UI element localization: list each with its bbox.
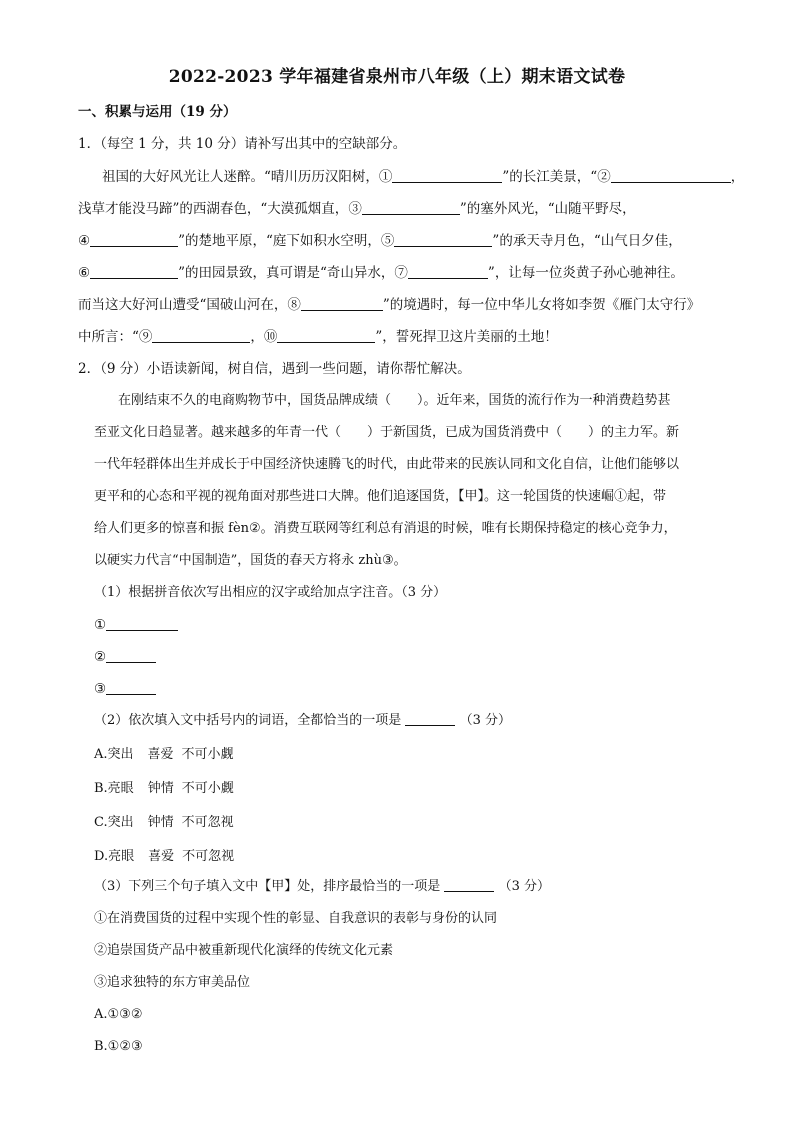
option-text: 不可忽视 bbox=[181, 815, 234, 830]
text: ， bbox=[250, 329, 264, 345]
option-text: 钟情 bbox=[147, 815, 174, 830]
sentence-item: ②追崇国货产品中被重新现代化演绎的传统文化元素 bbox=[94, 943, 394, 958]
sentence-item: ③追求独特的东方审美品位 bbox=[94, 975, 251, 990]
blank-label-5: ⑤ bbox=[380, 233, 395, 249]
question-1-line-2 bbox=[78, 200, 636, 218]
blank-label-6: ⑥ bbox=[78, 265, 91, 281]
question-text: （2）依次填入文中括号内的词语，全都恰当的一项是 bbox=[94, 713, 402, 728]
text: ”的长江美景，“ bbox=[502, 169, 598, 185]
news-paragraph-line: 更平和的心态和平视的视角面对那些进口大牌。他们追逐国货，【甲】。这一轮国货的快速崛①起，带 bbox=[94, 489, 667, 504]
news-paragraph-line: 给人们更多的惊喜和振 fèn②。消费互联网等红利总有消退的时候，唯有长期保持稳定的核心竞争力， bbox=[94, 521, 677, 536]
answer-item-1 bbox=[94, 616, 178, 634]
item-marker: ① bbox=[94, 617, 107, 633]
answer-item-2 bbox=[94, 648, 156, 666]
text: ”的楚地平原，“庭下如积水空明， bbox=[178, 233, 381, 249]
blank-label-7: ⑦ bbox=[394, 265, 408, 281]
choice-option-a[interactable]: A.①③② bbox=[94, 1007, 143, 1022]
answer-blank-choice[interactable] bbox=[405, 712, 455, 726]
text: ”的田园景致，真可谓是“奇山异水， bbox=[178, 265, 395, 281]
fill-blank-2[interactable] bbox=[611, 169, 731, 183]
choice-option-c[interactable] bbox=[94, 814, 234, 832]
blank-label-8: ⑧ bbox=[287, 297, 301, 313]
question-1-line-1 bbox=[102, 168, 744, 186]
blank-label-1: ① bbox=[378, 169, 393, 185]
option-text: 不可小觑 bbox=[181, 781, 234, 796]
question-1-line-5 bbox=[78, 296, 700, 314]
text: ”的境遇时，每一位中华儿女将如李贺《雁门太守行》 bbox=[382, 297, 701, 313]
sub-question-1: （1）根据拼音依次写出相应的汉字或给加点字注音。（3 分） bbox=[94, 585, 447, 600]
choice-option-b[interactable]: B.①②③ bbox=[94, 1039, 143, 1054]
option-text: 钟情 bbox=[147, 781, 174, 796]
answer-blank-1[interactable] bbox=[106, 617, 178, 631]
news-paragraph-line: 一代年轻群体出生并成长于中国经济快速腾飞的时代，由此带来的民族认同和文化自信，让他们能够以 bbox=[94, 457, 680, 472]
news-paragraph-line: 在刚结束不久的电商购物节中，国货品牌成绩（ ）。近年来，国货的流行作为一种消费趋势甚 bbox=[118, 393, 671, 408]
fill-blank-1[interactable] bbox=[392, 169, 502, 183]
fill-blank-4[interactable] bbox=[90, 233, 178, 247]
item-marker: ③ bbox=[94, 681, 107, 697]
option-text: B.亮眼 bbox=[94, 781, 134, 796]
text: ”，誓死捍卫这片美丽的土地！ bbox=[375, 329, 558, 345]
text: 中所言：“ bbox=[78, 329, 139, 345]
fill-blank-5[interactable] bbox=[394, 233, 492, 247]
fill-blank-6[interactable] bbox=[90, 265, 178, 279]
blank-label-4: ④ bbox=[78, 233, 91, 249]
blank-label-10: ⑩ bbox=[263, 329, 278, 345]
fill-blank-8[interactable] bbox=[301, 297, 383, 311]
fill-blank-9[interactable] bbox=[152, 329, 250, 343]
blank-label-9: ⑨ bbox=[138, 329, 153, 345]
news-paragraph-line: 至亚文化日趋显著。越来越多的年青一代（ ）于新国货，已成为国货消费中（ ）的主力军。新 bbox=[94, 425, 680, 440]
text: 浅草才能没马蹄”的西湖春色，“大漠孤烟直， bbox=[78, 201, 349, 217]
answer-item-3 bbox=[94, 680, 156, 698]
fill-blank-3[interactable] bbox=[362, 201, 460, 215]
option-text: A.突出 bbox=[94, 747, 134, 762]
answer-blank-3[interactable] bbox=[106, 681, 156, 695]
sub-question-2 bbox=[94, 712, 511, 730]
choice-option-d[interactable] bbox=[94, 848, 234, 866]
text: 祖国的大好风光让人迷醉。“晴川历历汉阳树， bbox=[102, 169, 379, 185]
question-1-line-6 bbox=[78, 328, 558, 346]
section-heading: 一、积累与运用（19 分） bbox=[78, 104, 237, 120]
text: ， bbox=[730, 169, 745, 185]
item-marker: ② bbox=[94, 649, 107, 665]
answer-blank-2[interactable] bbox=[106, 649, 156, 663]
question-1-line-4 bbox=[78, 264, 684, 282]
question-2-header: 2．（9 分）小语读新闻，树自信，遇到一些问题，请你帮忙解决。 bbox=[78, 361, 471, 377]
answer-blank-order[interactable] bbox=[444, 878, 494, 892]
score: （3 分） bbox=[459, 713, 511, 728]
text: ”的承天寺月色，“山气日夕佳， bbox=[492, 233, 682, 249]
option-text: 喜爱 bbox=[148, 849, 175, 864]
text: ”的塞外风光，“山随平野尽， bbox=[459, 201, 636, 217]
option-text: D.亮眼 bbox=[94, 849, 135, 864]
sentence-item: ①在消费国货的过程中实现个性的彰显、自我意识的表彰与身份的认同 bbox=[94, 911, 498, 926]
text: 而当这大好河山遭受“国破山河在， bbox=[78, 297, 288, 313]
option-text: C.突出 bbox=[94, 815, 134, 830]
question-1-header: 1．（每空 1 分，共 10 分）请补写出其中的空缺部分。 bbox=[78, 136, 407, 152]
blank-label-2: ② bbox=[597, 169, 611, 185]
page-title: 2022-2023 学年福建省泉州市八年级（上）期末语文试卷 bbox=[168, 67, 626, 87]
choice-option-b[interactable] bbox=[94, 780, 234, 798]
blank-label-3: ③ bbox=[348, 201, 362, 217]
option-text: 不可忽视 bbox=[182, 849, 235, 864]
option-text: 喜爱 bbox=[147, 747, 174, 762]
fill-blank-10[interactable] bbox=[277, 329, 375, 343]
choice-option-a[interactable] bbox=[94, 746, 234, 764]
question-text: （3）下列三个句子填入文中【甲】处，排序最恰当的一项是 bbox=[94, 879, 441, 894]
question-1-line-3 bbox=[78, 232, 682, 250]
score: （3 分） bbox=[498, 879, 550, 894]
news-paragraph-line: 以硬实力代言“中国制造”，国货的春天方将永 zhù③。 bbox=[94, 553, 407, 568]
fill-blank-7[interactable] bbox=[408, 265, 488, 279]
option-text: 不可小觑 bbox=[181, 747, 234, 762]
text: ”，让每一位炎黄子孙心驰神往。 bbox=[487, 265, 684, 281]
sub-question-3 bbox=[94, 878, 550, 896]
